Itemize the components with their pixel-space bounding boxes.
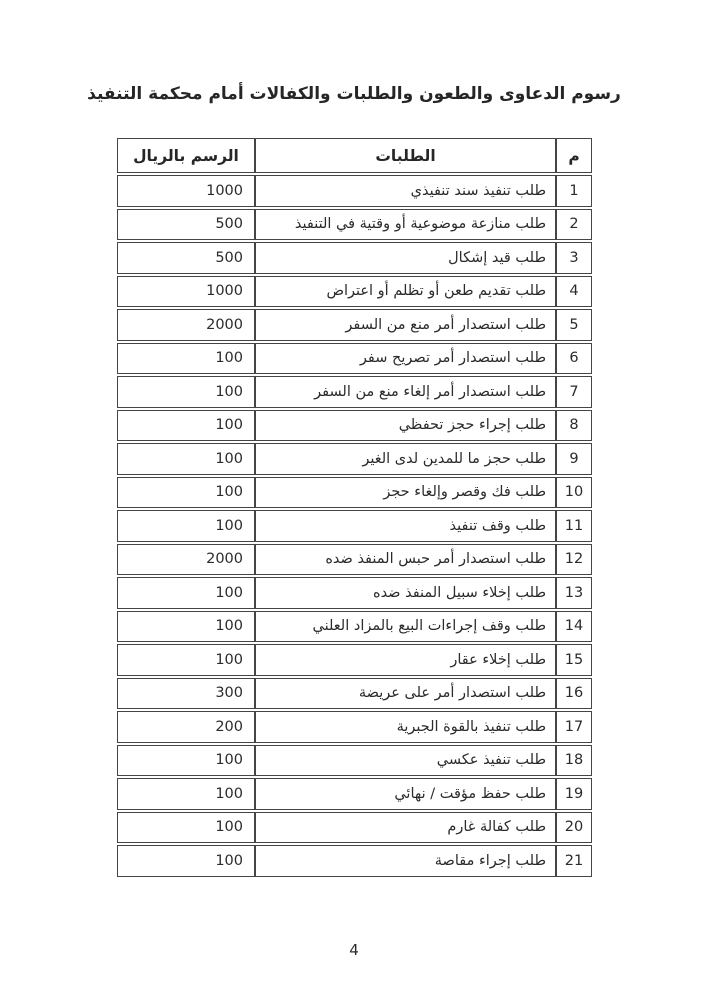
- fee-cell: 100: [117, 376, 255, 408]
- row-number-cell: 12: [556, 544, 592, 576]
- table-row: [117, 678, 592, 710]
- fee-cell: 1000: [117, 175, 255, 207]
- fee-cell: 100: [117, 510, 255, 542]
- fee-cell: 1000: [117, 276, 255, 308]
- table-body: [117, 175, 592, 877]
- row-number-cell: 7: [556, 376, 592, 408]
- table-row: [117, 209, 592, 241]
- fee-cell: 100: [117, 343, 255, 375]
- request-cell: طلب استصدار أمر إلغاء منع من السفر: [255, 376, 556, 408]
- row-number-cell: 4: [556, 276, 592, 308]
- fee-cell: 100: [117, 778, 255, 810]
- row-number-cell: 14: [556, 611, 592, 643]
- row-number-cell: 9: [556, 443, 592, 475]
- header-fee-riyal: الرسم بالريال: [117, 138, 255, 173]
- request-cell: طلب قيد إشكال: [255, 242, 556, 274]
- fee-cell: 100: [117, 845, 255, 877]
- fee-cell: 100: [117, 443, 255, 475]
- table-row: [117, 276, 592, 308]
- request-cell: طلب إجراء حجز تحفظي: [255, 410, 556, 442]
- row-number-cell: 15: [556, 644, 592, 676]
- fee-cell: 2000: [117, 309, 255, 341]
- row-number-cell: 11: [556, 510, 592, 542]
- table-row: [117, 443, 592, 475]
- row-number-cell: 2: [556, 209, 592, 241]
- row-number-cell: 8: [556, 410, 592, 442]
- request-cell: طلب استصدار أمر حبس المنفذ ضده: [255, 544, 556, 576]
- table-row: [117, 745, 592, 777]
- table-row: [117, 376, 592, 408]
- request-cell: طلب كفالة غارم: [255, 812, 556, 844]
- table-row: [117, 577, 592, 609]
- row-number-cell: 3: [556, 242, 592, 274]
- fee-cell: 100: [117, 477, 255, 509]
- fee-cell: 100: [117, 410, 255, 442]
- request-cell: طلب تقديم طعن أو تظلم أو اعتراض: [255, 276, 556, 308]
- row-number-cell: 21: [556, 845, 592, 877]
- row-number-cell: 1: [556, 175, 592, 207]
- table-row: [117, 242, 592, 274]
- table-row: [117, 812, 592, 844]
- header-number: م: [556, 138, 592, 173]
- row-number-cell: 16: [556, 678, 592, 710]
- fee-cell: 100: [117, 611, 255, 643]
- fee-cell: 300: [117, 678, 255, 710]
- fee-cell: 100: [117, 577, 255, 609]
- fee-cell: 100: [117, 745, 255, 777]
- table-row: [117, 544, 592, 576]
- row-number-cell: 17: [556, 711, 592, 743]
- fee-cell: 100: [117, 644, 255, 676]
- page-number: 4: [349, 941, 359, 959]
- fee-cell: 2000: [117, 544, 255, 576]
- fee-cell: 500: [117, 242, 255, 274]
- row-number-cell: 19: [556, 778, 592, 810]
- request-cell: طلب فك وقصر وإلغاء حجز: [255, 477, 556, 509]
- fee-cell: 200: [117, 711, 255, 743]
- request-cell: طلب حجز ما للمدين لدى الغير: [255, 443, 556, 475]
- row-number-cell: 10: [556, 477, 592, 509]
- request-cell: طلب تنفيذ بالقوة الجبرية: [255, 711, 556, 743]
- row-number-cell: 5: [556, 309, 592, 341]
- table-row: [117, 175, 592, 207]
- table-header-row: [117, 138, 592, 173]
- request-cell: طلب تنفيذ عكسي: [255, 745, 556, 777]
- table-row: [117, 644, 592, 676]
- request-cell: طلب وقف إجراءات البيع بالمزاد العلني: [255, 611, 556, 643]
- page-title: رسوم الدعاوى والطعون والطلبات والكفالات أمام محكمة التنفيذ: [87, 84, 621, 104]
- row-number-cell: 13: [556, 577, 592, 609]
- request-cell: طلب تنفيذ سند تنفيذي: [255, 175, 556, 207]
- request-cell: طلب استصدار أمر تصريح سفر: [255, 343, 556, 375]
- request-cell: طلب إخلاء عقار: [255, 644, 556, 676]
- request-cell: طلب وقف تنفيذ: [255, 510, 556, 542]
- table-row: [117, 778, 592, 810]
- table-row: [117, 477, 592, 509]
- row-number-cell: 18: [556, 745, 592, 777]
- row-number-cell: 20: [556, 812, 592, 844]
- row-number-cell: 6: [556, 343, 592, 375]
- fee-cell: 100: [117, 812, 255, 844]
- fees-table: [117, 136, 592, 879]
- header-requests: الطلبات: [255, 138, 556, 173]
- request-cell: طلب منازعة موضوعية أو وقتية في التنفيذ: [255, 209, 556, 241]
- table-row: [117, 845, 592, 877]
- request-cell: طلب استصدار أمر منع من السفر: [255, 309, 556, 341]
- request-cell: طلب إخلاء سبيل المنفذ ضده: [255, 577, 556, 609]
- table-row: [117, 309, 592, 341]
- request-cell: طلب استصدار أمر على عريضة: [255, 678, 556, 710]
- table-row: [117, 611, 592, 643]
- table-row: [117, 343, 592, 375]
- table-row: [117, 510, 592, 542]
- request-cell: طلب حفظ مؤقت / نهائي: [255, 778, 556, 810]
- table-row: [117, 711, 592, 743]
- table-row: [117, 410, 592, 442]
- request-cell: طلب إجراء مقاصة: [255, 845, 556, 877]
- fee-cell: 500: [117, 209, 255, 241]
